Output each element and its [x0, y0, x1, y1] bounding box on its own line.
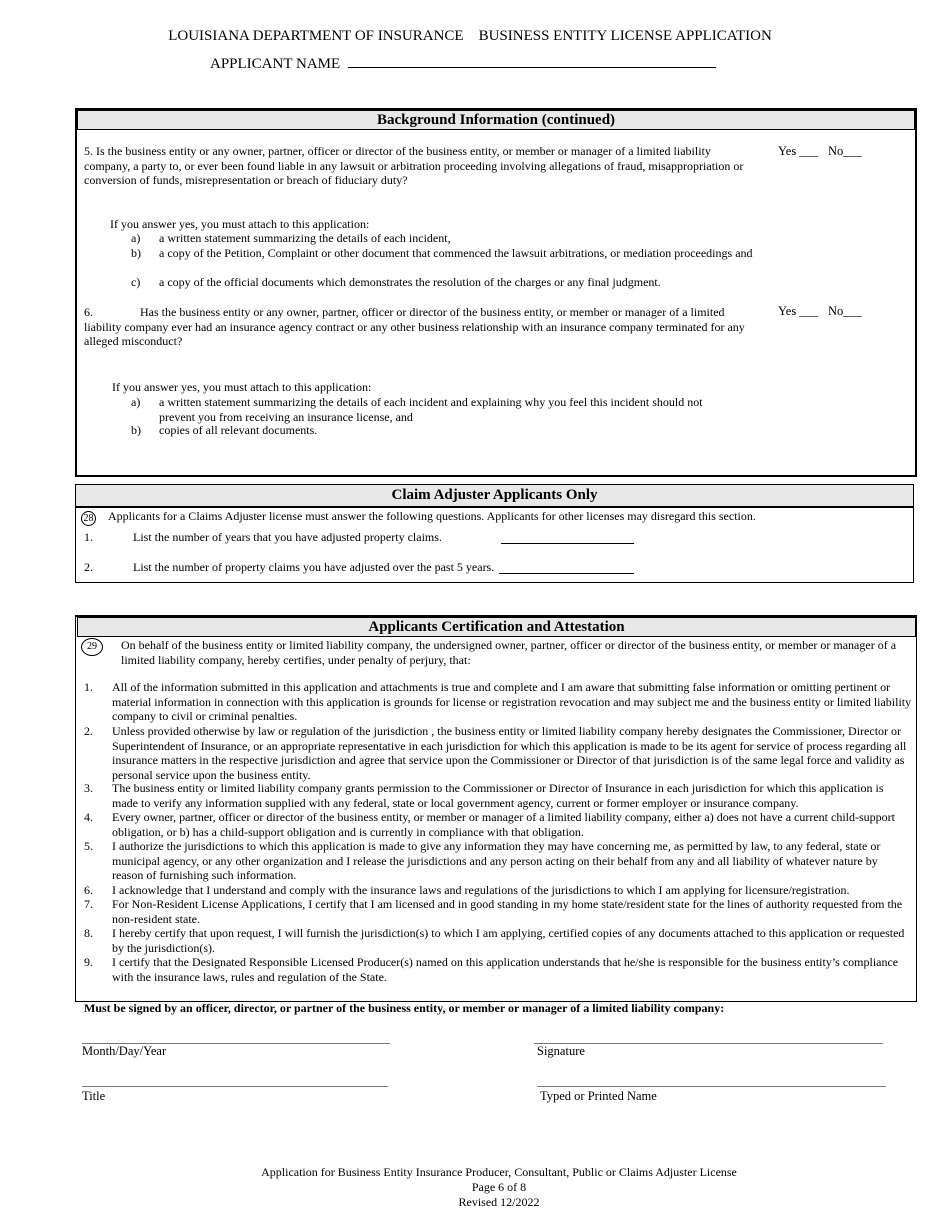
claim-adjuster-intro: Applicants for a Claims Adjuster license must answer the following questions. Applicants for other licenses may disregard this section.	[108, 509, 756, 523]
cert-item-number: 8.	[84, 926, 93, 940]
q6-yes[interactable]: Yes ___	[778, 304, 819, 318]
q5-item-b-text: a copy of the Petition, Complaint or other document that commenced the lawsuit arbitrations, or mediation proceedings and	[159, 246, 753, 260]
cert-item-text: I authorize the jurisdictions to which this application is made to give any information they may have concerning me, as permitted by law, to any federal, state or municipal agency, or any other organization and I release the jurisdictions and any person acting on their behalf from any and all liability of whatever nature by reason of furnishing such information.	[112, 839, 881, 882]
q6-item-b-text: copies of all relevant documents.	[159, 423, 318, 437]
cert-item-number: 5.	[84, 839, 93, 853]
q5-item-c-text: a copy of the official documents which demonstrates the resolution of the charges or any final judgment.	[159, 275, 661, 289]
ca-q1-number: 1.	[84, 530, 93, 544]
q5-text: 5. Is the business entity or any owner, partner, officer or director of the business entity, or member or manager of a limited liability company, a party to, or ever been found liable in any lawsuit or arbitration proceeding involving allegations of fraud, misappropriation or conversion of funds, misrepresentation or breach of fiduciary duty?	[84, 144, 744, 187]
cert-item-text: I hereby certify that upon request, I will furnish the jurisdiction(s) to which I am applying, certified copies of any documents attached to this application or requested by the jurisdiction(s).	[112, 926, 905, 955]
footer-revision: Revised 12/2022	[458, 1195, 540, 1209]
ca-q1-answer-field[interactable]	[501, 543, 634, 544]
q6-number: 6.	[84, 305, 93, 319]
q5-item-b-marker: b)	[131, 246, 141, 260]
item-28-marker: 28	[81, 511, 96, 526]
applicant-name-field[interactable]	[348, 67, 716, 68]
signature-label: Signature	[537, 1044, 585, 1058]
cert-item-number: 1.	[84, 680, 93, 694]
q5-item-a-marker: a)	[131, 231, 141, 245]
cert-item-text: Unless provided otherwise by law or regulation of the jurisdiction , the business entity or limited liability company hereby designates the Commissioner, Director or Superintendent of Insurance, or an appropriate representative in each jurisdiction for which this application is made to be its agent for service of process regarding all insurance matters in the respective jurisdiction and agree that service upon the Commissioner or Director of that jurisdiction is of the same legal force and validity as personal service upon the business entity.	[112, 724, 907, 782]
cert-item-number: 7.	[84, 897, 93, 911]
claim-adjuster-heading: Claim Adjuster Applicants Only	[75, 484, 914, 507]
cert-item-number: 4.	[84, 810, 93, 824]
q6-item-b-marker: b)	[131, 423, 141, 437]
ca-q2-answer-field[interactable]	[499, 573, 634, 574]
printed-name-line[interactable]	[537, 1086, 886, 1087]
footer-page-number: Page 6 of 8	[471, 1180, 527, 1194]
q5-yes[interactable]: Yes ___	[778, 144, 819, 158]
cert-item-text: I acknowledge that I understand and comply with the insurance laws and regulations of the jurisdictions to which I am applying for licensure/registration.	[112, 883, 850, 897]
cert-item-text: The business entity or limited liability company grants permission to the Commissioner or Director of Insurance in each jurisdiction for which this application is made to verify any information supplied with any federal, state or local government agency, current or former employer or insurance company.	[112, 781, 884, 810]
footer-application-name: Application for Business Entity Insurance Producer, Consultant, Public or Claims Adjuster License	[261, 1165, 737, 1179]
q6-item-a-marker: a)	[131, 395, 141, 409]
q6-item-a-text: a written statement summarizing the details of each incident and explaining why you feel this incident should not prevent you from receiving an insurance license, and	[159, 395, 703, 424]
q6-text: Has the business entity or any owner, partner, officer or director of the business entity, or member or manager of a limited liability company ever had an insurance agency contract or any other business relationship with an insurance company terminated for any alleged misconduct?	[84, 305, 745, 348]
cert-item-number: 2.	[84, 724, 93, 738]
applicant-name-label: APPLICANT NAME	[210, 56, 341, 72]
q5-item-c-marker: c)	[131, 275, 141, 289]
title-label: Title	[82, 1089, 106, 1103]
q6-no[interactable]: No___	[828, 304, 863, 318]
ca-q2-number: 2.	[84, 560, 93, 574]
q5-no[interactable]: No___	[828, 144, 863, 158]
cert-item-text: I certify that the Designated Responsible Licensed Producer(s) named on this application understands that he/she is responsible for the business entity’s compliance with the insurance laws, rules and regulation of the State.	[112, 955, 899, 984]
printed-name-label: Typed or Printed Name	[540, 1089, 657, 1103]
q6-attach-intro: If you answer yes, you must attach to this application:	[112, 380, 372, 394]
cert-item-text: Every owner, partner, officer or director of the business entity, or member or manager of a limited liability company, either a) does not have a current child-support obligation, or b) has a child-support obligation and is currently in compliance with that obligation.	[112, 810, 895, 839]
q5-attach-intro: If you answer yes, you must attach to this application:	[110, 217, 370, 231]
signature-instruction: Must be signed by an officer, director, or partner of the business entity, or member or manager of a limited liability company:	[84, 1001, 725, 1015]
certification-heading: Applicants Certification and Attestation	[77, 617, 916, 637]
q5-item-a-text: a written statement summarizing the details of each incident,	[159, 231, 451, 245]
certification-intro: On behalf of the business entity or limited liability company, the undersigned owner, partner, officer or director of the business entity, or member or manager of a limited liability company, hereby certifies, under penalty of perjury, that:	[121, 638, 897, 667]
page-header-title: LOUISIANA DEPARTMENT OF INSURANCE BUSINESS ENTITY LICENSE APPLICATION	[168, 28, 772, 44]
signature-line[interactable]	[534, 1043, 883, 1044]
background-heading: Background Information (continued)	[77, 110, 915, 130]
ca-q1-text: List the number of years that you have adjusted property claims.	[133, 530, 442, 544]
applicant-name-row	[210, 56, 716, 73]
cert-item-text: All of the information submitted in this application and attachments is true and complete and I am aware that submitting false information or omitting pertinent or material information in connection with this application is grounds for license or registration revocation and may subject me and the business entity or limited liability company to civil or criminal penalties.	[112, 680, 912, 723]
title-line[interactable]	[82, 1086, 388, 1087]
footer	[0, 1165, 950, 1210]
date-label: Month/Day/Year	[82, 1044, 167, 1058]
cert-item-number: 9.	[84, 955, 93, 969]
item-29-marker: 29	[81, 638, 103, 656]
cert-item-text: For Non-Resident License Applications, I certify that I am licensed and in good standing in my home state/resident state for the lines of authority requested from the non-resident state.	[112, 897, 903, 926]
cert-item-number: 6.	[84, 883, 93, 897]
ca-q2-text: List the number of property claims you have adjusted over the past 5 years.	[133, 560, 495, 574]
cert-item-number: 3.	[84, 781, 93, 795]
